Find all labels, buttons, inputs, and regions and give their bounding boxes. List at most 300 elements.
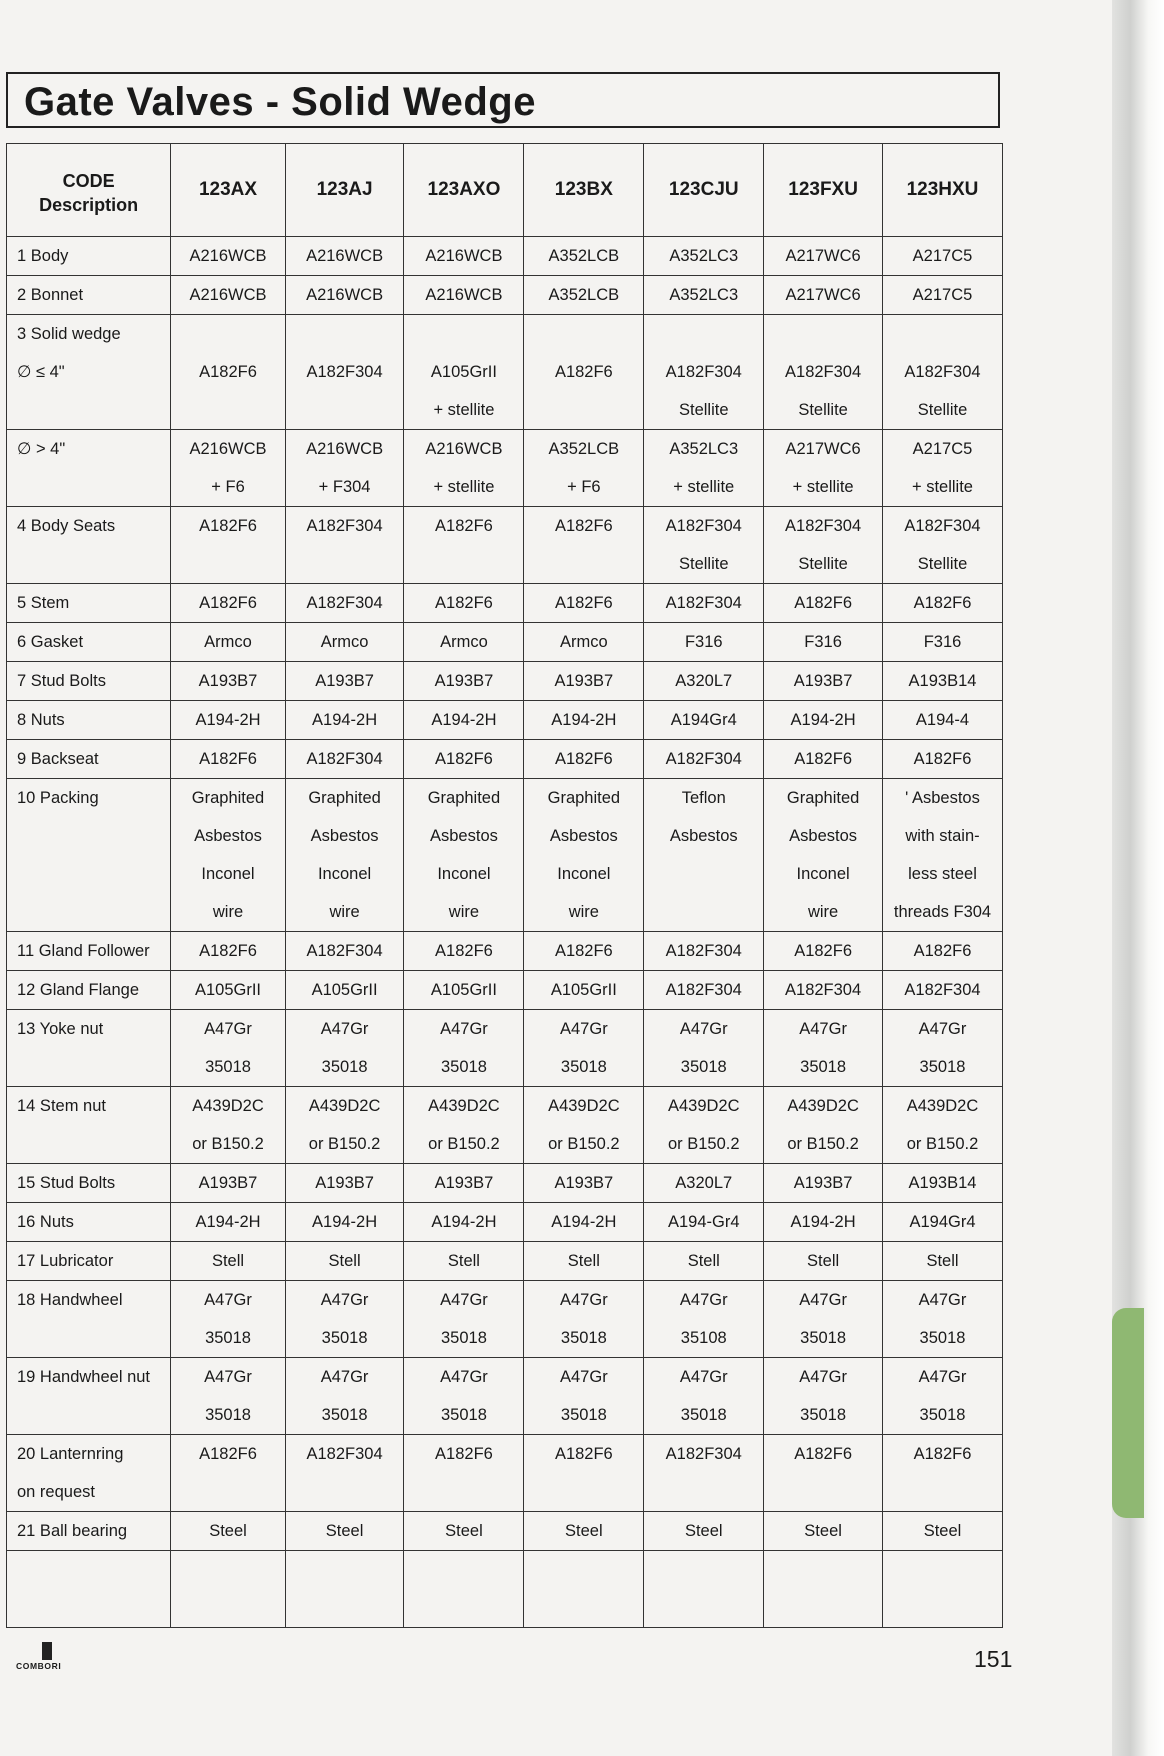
material-value: A352LC3 — [669, 247, 739, 265]
material-value: A47Gr — [679, 1368, 728, 1386]
material-cell — [171, 623, 285, 662]
material-cell — [171, 1358, 285, 1435]
component-label: 17 Lubricator — [17, 1252, 114, 1270]
material-cell — [524, 1551, 644, 1628]
component-label: 18 Handwheel — [17, 1291, 123, 1309]
material-value — [883, 1589, 1002, 1627]
material-cell — [285, 1203, 404, 1242]
material-value: Graphited — [547, 789, 621, 807]
table-row — [7, 662, 1003, 701]
component-label: 3 Solid wedge — [17, 325, 121, 343]
material-value: A352LCB — [548, 247, 620, 265]
material-value: wire — [807, 903, 839, 921]
material-value: A193B7 — [315, 1174, 374, 1192]
material-value — [286, 1473, 404, 1511]
material-value: A47Gr — [320, 1291, 369, 1309]
material-value: A194-2H — [790, 711, 856, 729]
material-value: 35018 — [321, 1329, 368, 1347]
material-value — [171, 315, 284, 353]
material-value: threads F304 — [893, 903, 992, 921]
material-cell — [285, 237, 404, 276]
material-value: + F6 — [211, 478, 245, 496]
material-cell — [404, 1242, 524, 1281]
material-cell — [524, 430, 644, 507]
material-cell — [644, 276, 764, 315]
material-cell — [285, 1164, 404, 1203]
material-value: Stellite — [917, 401, 968, 419]
material-cell — [524, 1203, 644, 1242]
component-label: 4 Body Seats — [17, 517, 116, 535]
material-value — [764, 1589, 882, 1627]
material-cell — [285, 1087, 404, 1164]
material-cell — [404, 623, 524, 662]
material-value: A182F304 — [665, 942, 742, 960]
material-cell — [883, 276, 1003, 315]
material-cell — [764, 237, 883, 276]
material-cell — [764, 1358, 883, 1435]
component-label-cell — [7, 701, 171, 740]
material-value: Stellite — [798, 401, 848, 419]
material-value: A193B7 — [198, 1174, 258, 1192]
table-row — [7, 971, 1003, 1010]
material-value: Inconel — [201, 865, 255, 883]
code-header: 123BX — [524, 144, 644, 237]
material-value: Stell — [926, 1252, 959, 1270]
material-value — [644, 1473, 763, 1511]
material-value: Stellite — [678, 401, 729, 419]
material-cell — [883, 1203, 1003, 1242]
component-label — [17, 1319, 170, 1357]
material-cell — [404, 507, 524, 584]
material-value: A193B14 — [908, 672, 977, 690]
material-value: A47Gr — [918, 1020, 967, 1038]
material-cell — [764, 623, 883, 662]
material-value: Asbestos — [789, 827, 858, 845]
material-cell — [524, 779, 644, 932]
material-value: or B150.2 — [667, 1135, 740, 1153]
material-cell — [171, 1010, 285, 1087]
material-value: A105GrII — [194, 981, 262, 999]
component-label-cell — [7, 1512, 171, 1551]
material-cell — [285, 1010, 404, 1087]
material-value: A182F304 — [785, 363, 862, 381]
page-number: 151 — [974, 1646, 1013, 1672]
material-cell — [285, 779, 404, 932]
table-row — [7, 1203, 1003, 1242]
material-cell — [171, 1435, 285, 1512]
material-cell — [404, 1435, 524, 1512]
material-value: Stell — [807, 1252, 840, 1270]
table-row — [7, 1281, 1003, 1358]
material-cell — [171, 740, 285, 779]
material-cell — [285, 315, 404, 430]
material-cell — [644, 1242, 764, 1281]
material-value: A182F304 — [306, 750, 383, 768]
table-row — [7, 1435, 1003, 1512]
material-value: A194-4 — [915, 711, 970, 729]
materials-table — [6, 143, 1003, 1628]
material-value: + F6 — [567, 478, 601, 496]
component-label — [17, 893, 170, 931]
material-value: A182F304 — [665, 594, 742, 612]
material-cell — [764, 740, 883, 779]
material-cell — [764, 584, 883, 623]
material-value: Inconel — [796, 865, 850, 883]
material-cell — [524, 1242, 644, 1281]
material-value: F316 — [923, 633, 962, 651]
material-value: A217WC6 — [785, 247, 861, 265]
material-value: A47Gr — [440, 1368, 488, 1386]
material-cell — [524, 1010, 644, 1087]
material-cell — [285, 932, 404, 971]
material-value: A439D2C — [787, 1097, 859, 1115]
material-value: A439D2C — [308, 1097, 381, 1115]
material-cell — [404, 1164, 524, 1203]
material-cell — [644, 315, 764, 430]
material-value — [404, 315, 523, 353]
material-value: wire — [448, 903, 480, 921]
company-logo — [16, 1642, 80, 1672]
component-label-cell — [7, 932, 171, 971]
component-label: on request — [17, 1483, 95, 1501]
material-value: Graphited — [427, 789, 501, 807]
material-value: A182F6 — [794, 1445, 852, 1463]
material-cell — [764, 1281, 883, 1358]
material-cell — [764, 932, 883, 971]
material-value: A216WCB — [425, 440, 503, 458]
material-cell — [171, 507, 285, 584]
material-value: A320L7 — [675, 672, 733, 690]
material-cell — [644, 779, 764, 932]
material-value: Stell — [211, 1252, 245, 1270]
material-cell — [883, 662, 1003, 701]
material-value: A47Gr — [679, 1291, 728, 1309]
material-value: Stell — [687, 1252, 720, 1270]
material-value: A47Gr — [560, 1020, 608, 1038]
material-value: 35018 — [919, 1406, 966, 1424]
material-value: A182F304 — [306, 1445, 383, 1463]
material-value: A182F304 — [665, 750, 742, 768]
material-cell — [171, 1087, 285, 1164]
material-value: Graphited — [191, 789, 265, 807]
material-cell — [764, 779, 883, 932]
material-cell — [524, 1281, 644, 1358]
component-label-cell — [7, 1435, 171, 1512]
description-label: Description — [39, 195, 139, 215]
material-value: + stellite — [912, 478, 973, 496]
material-cell — [524, 1512, 644, 1551]
material-cell — [883, 971, 1003, 1010]
material-cell — [644, 507, 764, 584]
material-value: Stell — [447, 1252, 480, 1270]
material-value: A47Gr — [799, 1368, 847, 1386]
material-value: Stellite — [678, 555, 729, 573]
material-cell — [644, 1551, 764, 1628]
material-value: A182F304 — [306, 942, 383, 960]
material-cell — [171, 662, 285, 701]
material-cell — [883, 1010, 1003, 1087]
component-label-cell — [7, 1010, 171, 1087]
component-label: 9 Backseat — [17, 750, 99, 768]
material-cell — [764, 1435, 883, 1512]
material-value: Asbestos — [549, 827, 618, 845]
material-cell — [404, 1512, 524, 1551]
material-value: A193B7 — [315, 672, 374, 690]
component-label: 1 Body — [17, 247, 69, 265]
material-value: Graphited — [786, 789, 860, 807]
table-row — [7, 932, 1003, 971]
material-value: 35018 — [919, 1329, 966, 1347]
material-cell — [285, 740, 404, 779]
material-cell — [644, 623, 764, 662]
material-cell — [171, 1281, 285, 1358]
material-cell — [404, 1358, 524, 1435]
material-value: A47Gr — [204, 1291, 252, 1309]
material-cell — [524, 623, 644, 662]
material-value: A47Gr — [440, 1291, 488, 1309]
material-cell — [404, 237, 524, 276]
material-value: A193B7 — [793, 672, 853, 690]
component-label — [17, 1125, 170, 1163]
material-cell — [764, 662, 883, 701]
material-value: 35018 — [560, 1058, 607, 1076]
material-cell — [524, 1435, 644, 1512]
material-cell — [644, 1010, 764, 1087]
material-value — [286, 315, 404, 353]
material-cell — [883, 932, 1003, 971]
material-cell — [404, 779, 524, 932]
section-tab — [1112, 1308, 1144, 1518]
material-value: Asbestos — [310, 827, 379, 845]
material-value: A182F6 — [199, 750, 257, 768]
material-cell — [285, 430, 404, 507]
component-label: 21 Ball bearing — [17, 1522, 128, 1540]
material-cell — [171, 1164, 285, 1203]
material-value: 35018 — [919, 1058, 966, 1076]
material-value: 35018 — [800, 1406, 847, 1424]
material-cell — [524, 932, 644, 971]
material-value: A194-2H — [431, 1213, 497, 1231]
logo-text: COMBORI — [16, 1661, 62, 1671]
material-value: or B150.2 — [428, 1135, 500, 1153]
material-value — [524, 315, 643, 353]
component-label-cell — [7, 662, 171, 701]
material-value: 35018 — [205, 1058, 251, 1076]
material-cell — [285, 1242, 404, 1281]
material-cell — [883, 1281, 1003, 1358]
component-label-cell — [7, 237, 171, 276]
material-cell — [404, 1087, 524, 1164]
material-value: A182F6 — [435, 1445, 493, 1463]
material-cell — [171, 430, 285, 507]
material-cell — [764, 1551, 883, 1628]
component-label-cell — [7, 276, 171, 315]
table-row — [7, 1242, 1003, 1281]
material-cell — [524, 315, 644, 430]
material-value: 35018 — [680, 1058, 727, 1076]
material-value: A193B7 — [434, 1174, 494, 1192]
material-value: A182F304 — [306, 594, 383, 612]
material-cell — [404, 584, 524, 623]
material-cell — [404, 701, 524, 740]
material-value: 35018 — [560, 1406, 607, 1424]
component-label: 6 Gasket — [17, 633, 84, 651]
material-value — [171, 391, 284, 429]
table-row — [7, 740, 1003, 779]
material-cell — [524, 701, 644, 740]
material-value: ' Asbestos — [905, 789, 980, 807]
logo-mark-icon — [42, 1642, 52, 1660]
component-label: 5 Stem — [17, 594, 70, 612]
component-label-cell — [7, 584, 171, 623]
material-cell — [171, 1242, 285, 1281]
material-value: + stellite — [673, 478, 735, 496]
material-value — [644, 855, 763, 893]
material-value: A182F6 — [435, 517, 493, 535]
material-value: 35018 — [440, 1058, 487, 1076]
material-cell — [404, 430, 524, 507]
material-value: A182F304 — [904, 363, 981, 381]
material-value: Asbestos — [669, 827, 738, 845]
material-value: Steel — [565, 1522, 603, 1540]
material-cell — [285, 507, 404, 584]
component-label-cell — [7, 1281, 171, 1358]
material-value: + stellite — [792, 478, 854, 496]
material-cell — [883, 1512, 1003, 1551]
material-value — [644, 1589, 763, 1627]
material-value: 35018 — [800, 1329, 847, 1347]
material-value — [404, 1589, 523, 1627]
header-row — [7, 144, 1003, 237]
material-value: A216WCB — [306, 286, 384, 304]
code-header: 123AXO — [404, 144, 524, 237]
material-cell — [883, 623, 1003, 662]
table-row — [7, 1358, 1003, 1435]
material-value: A216WCB — [306, 247, 384, 265]
material-cell — [764, 507, 883, 584]
material-value: A182F6 — [913, 594, 972, 612]
material-value: + stellite — [433, 478, 495, 496]
material-cell — [524, 1164, 644, 1203]
material-value: A217WC6 — [785, 286, 861, 304]
material-value: A439D2C — [548, 1097, 620, 1115]
material-value: A182F304 — [665, 363, 742, 381]
material-cell — [883, 430, 1003, 507]
table-row — [7, 1551, 1003, 1628]
material-value — [524, 1589, 643, 1627]
material-value — [644, 1551, 763, 1589]
material-value: A193B7 — [554, 672, 614, 690]
material-cell — [764, 1242, 883, 1281]
material-cell — [285, 662, 404, 701]
material-value: A182F6 — [199, 594, 257, 612]
material-value: A47Gr — [799, 1291, 847, 1309]
material-value: 35018 — [680, 1406, 727, 1424]
material-value: less steel — [908, 865, 977, 883]
table-row — [7, 276, 1003, 315]
material-value: Stell — [328, 1252, 361, 1270]
material-cell — [883, 1087, 1003, 1164]
material-cell — [883, 1551, 1003, 1628]
component-label-cell — [7, 1087, 171, 1164]
material-value: Stell — [567, 1252, 600, 1270]
material-value: or B150.2 — [308, 1135, 381, 1153]
material-value: 35018 — [800, 1058, 847, 1076]
component-label-cell — [7, 1551, 171, 1628]
material-value: A182F6 — [794, 942, 852, 960]
component-label — [17, 1048, 170, 1086]
material-value: Armco — [440, 633, 488, 651]
material-cell — [764, 1087, 883, 1164]
material-value: Asbestos — [430, 827, 498, 845]
material-value — [171, 1473, 284, 1511]
material-value: A439D2C — [428, 1097, 500, 1115]
material-value: A217C5 — [912, 286, 973, 304]
material-cell — [285, 584, 404, 623]
material-cell — [171, 1512, 285, 1551]
material-value: or B150.2 — [906, 1135, 979, 1153]
component-label: 8 Nuts — [17, 711, 65, 729]
component-label-cell — [7, 430, 171, 507]
component-label: 13 Yoke nut — [17, 1020, 104, 1038]
material-value: A182F6 — [554, 1445, 613, 1463]
material-value: 35018 — [205, 1406, 251, 1424]
material-cell — [644, 932, 764, 971]
material-value: Steel — [804, 1522, 842, 1540]
material-value: A47Gr — [799, 1020, 847, 1038]
material-value: A193B14 — [908, 1174, 977, 1192]
material-value: A216WCB — [189, 440, 267, 458]
material-value: A439D2C — [192, 1097, 264, 1115]
material-cell — [764, 430, 883, 507]
material-value: A182F304 — [306, 517, 383, 535]
material-cell — [644, 662, 764, 701]
material-cell — [644, 1281, 764, 1358]
material-cell — [285, 1551, 404, 1628]
header-description-cell — [7, 144, 171, 237]
material-value: 35108 — [680, 1329, 727, 1347]
material-cell — [404, 971, 524, 1010]
material-value: A352LC3 — [669, 440, 739, 458]
material-cell — [883, 779, 1003, 932]
material-cell — [524, 971, 644, 1010]
title-box — [6, 72, 1000, 128]
component-label-cell — [7, 1203, 171, 1242]
material-value — [883, 315, 1002, 353]
material-cell — [171, 1203, 285, 1242]
table-row — [7, 430, 1003, 507]
material-value: Stellite — [917, 555, 968, 573]
code-label: CODE — [62, 171, 115, 191]
table-row — [7, 237, 1003, 276]
material-value: or B150.2 — [548, 1135, 620, 1153]
material-value: A105GrII — [550, 981, 617, 999]
table-row — [7, 1164, 1003, 1203]
material-cell — [883, 1164, 1003, 1203]
material-cell — [285, 276, 404, 315]
component-label: 14 Stem nut — [17, 1097, 106, 1115]
component-label: 15 Stud Bolts — [17, 1174, 116, 1192]
material-value — [286, 1551, 404, 1589]
page-title: Gate Valves - Solid Wedge — [24, 80, 536, 124]
material-cell — [644, 584, 764, 623]
material-value: 35018 — [440, 1329, 487, 1347]
material-value: A47Gr — [204, 1368, 252, 1386]
material-value: Steel — [445, 1522, 483, 1540]
material-value: A47Gr — [679, 1020, 728, 1038]
component-label-cell — [7, 623, 171, 662]
material-value: A194Gr4 — [909, 1213, 976, 1231]
